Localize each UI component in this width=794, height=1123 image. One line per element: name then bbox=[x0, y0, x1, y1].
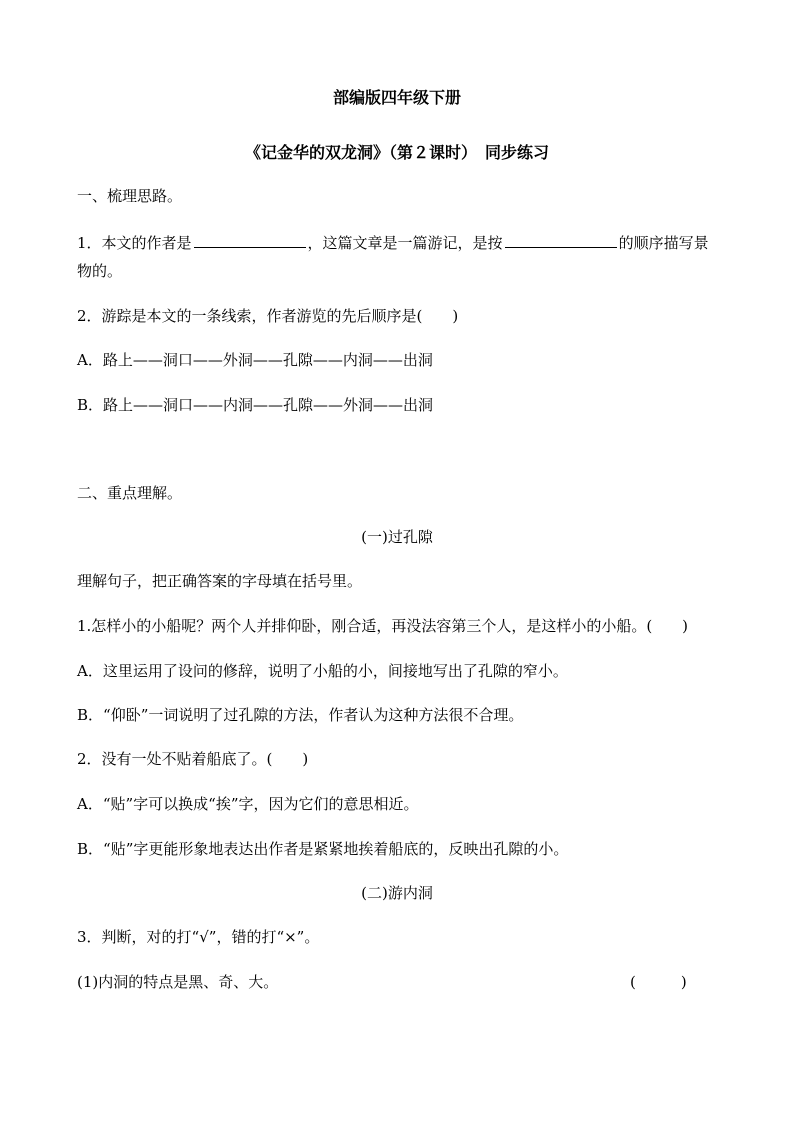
order-blank[interactable] bbox=[505, 231, 617, 248]
option-2-2-a: A．“贴”字可以换成“挨”字，因为它们的意思相近。 bbox=[77, 795, 419, 813]
instruction-text: 理解句子，把正确答案的字母填在括号里。 bbox=[77, 572, 363, 590]
subsection-2-heading: (二)游内洞 bbox=[361, 884, 433, 902]
question-2-3: 3．判断，对的打“√”，错的打“×”。 bbox=[77, 928, 320, 946]
grade-heading: 部编版四年级下册 bbox=[332, 88, 461, 107]
option-1-2-a: A．路上——洞口——外洞——孔隙——内洞——出洞 bbox=[77, 351, 433, 369]
question-2-1: 1.怎样小的小船呢？两个人并排仰卧，刚合适，再没法容第三个人，是这样小的小船。( ) bbox=[77, 617, 689, 635]
subsection-1-heading: (一)过孔隙 bbox=[361, 528, 433, 546]
answer-paren-2-3-1[interactable]: ( ) bbox=[630, 973, 687, 991]
author-blank[interactable] bbox=[194, 231, 306, 248]
question-1-1 bbox=[77, 231, 709, 253]
option-2-1-b: B．“仰卧”一词说明了过孔隙的方法，作者认为这种方法很不合理。 bbox=[77, 706, 524, 724]
option-1-2-b: B．路上——洞口——内洞——孔隙——外洞——出洞 bbox=[77, 396, 434, 414]
question-1-2: 2．游踪是本文的一条线索，作者游览的先后顺序是( ) bbox=[77, 307, 459, 325]
section-2-heading: 二、重点理解。 bbox=[77, 484, 183, 502]
question-1-1-continued: 物的。 bbox=[77, 262, 123, 280]
q1-text-part2: ，这篇文章是一篇游记，是按 bbox=[307, 234, 503, 252]
q1-text-part1: 1．本文的作者是 bbox=[77, 234, 192, 252]
worksheet-title: 《记金华的双龙洞》（第２课时） 同步练习 bbox=[244, 143, 549, 162]
option-2-1-a: A．这里运用了设问的修辞，说明了小船的小，间接地写出了孔隙的窄小。 bbox=[77, 662, 568, 680]
question-2-3-1: (1)内洞的特点是黑、奇、大。 bbox=[77, 973, 279, 991]
question-2-2: 2．没有一处不贴着船底了。( ) bbox=[77, 750, 309, 768]
section-1-heading: 一、梳理思路。 bbox=[77, 187, 183, 205]
q1-text-part3: 的顺序描写景 bbox=[618, 234, 709, 252]
option-2-2-b: B．“贴”字更能形象地表达出作者是紧紧地挨着船底的，反映出孔隙的小。 bbox=[77, 840, 569, 858]
